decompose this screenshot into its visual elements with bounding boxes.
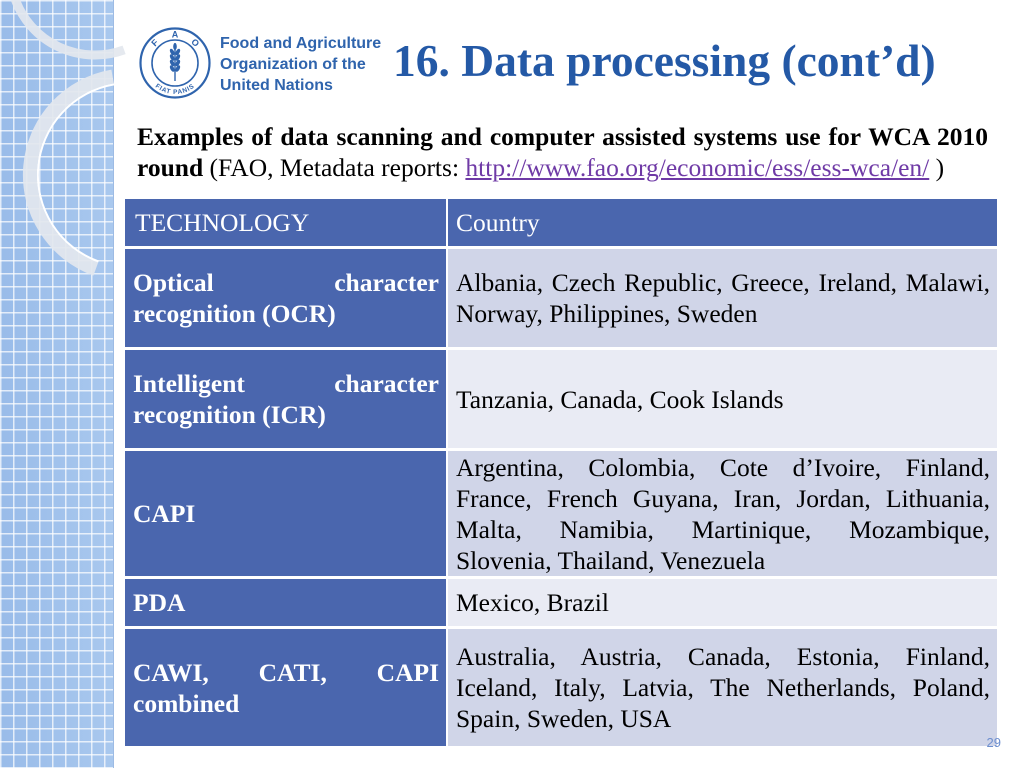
header-label: Country — [456, 208, 540, 237]
technology-country-table — [125, 199, 997, 746]
emblem-letter-f: F — [149, 37, 161, 49]
intro-paragraph — [137, 121, 988, 183]
technology-label: Optical character recognition (OCR) — [133, 268, 439, 328]
intro-heading-text: Examples of data scanning and computer assisted systems use for WCA 2010 round — [137, 122, 988, 182]
technology-label: Intelligent character recognition (ICR) — [133, 369, 439, 429]
slide-title: 16. Data processing (cont’d) — [393, 35, 936, 86]
background-grid-pattern — [0, 0, 114, 768]
header-label: TECHNOLOGY — [135, 208, 310, 237]
country-list: Argentina, Colombia, Cote d’Ivoire, Finland, France, French Guyana, Iran, Jordan, Lithuania, Malta, Namibia, Martinique, Mozambique, Slovenia, Thailand, Venezuela — [456, 452, 990, 575]
table-cell-country — [448, 629, 997, 746]
wordmark-line-3: United Nations — [220, 77, 333, 94]
wordmark-line-1: Food and Agriculture — [220, 35, 382, 52]
technology-label: PDA — [133, 588, 186, 617]
table-cell-technology — [125, 350, 446, 448]
emblem-letter-o: O — [189, 36, 202, 49]
country-list: Albania, Czech Republic, Greece, Ireland, Malawi, Norway, Philippines, Sweden — [456, 268, 990, 328]
emblem-motto-path: FIAT PANIS — [153, 82, 197, 97]
wordmark-line-2: Organization of the — [220, 56, 366, 73]
emblem-letter-a: A — [171, 29, 179, 40]
source-note-close: ) — [935, 153, 945, 182]
table-cell-technology — [125, 451, 446, 576]
country-list: Australia, Austria, Canada, Estonia, Finland, Iceland, Italy, Latvia, The Netherlands, Poland, Spain, Sweden, USA — [456, 642, 990, 733]
table-cell-technology — [125, 629, 446, 746]
country-list: Mexico, Brazil — [456, 588, 609, 617]
technology-label: CAWI, CATI, CAPI combined — [133, 657, 439, 718]
technology-label: CAPI — [133, 499, 196, 528]
source-note: (FAO, Metadata reports: — [209, 153, 460, 182]
table-cell-country — [448, 451, 997, 576]
metadata-reports-link[interactable]: http://www.fao.org/economic/ess/ess-wca/en/ — [465, 153, 930, 182]
table-header-technology — [125, 199, 446, 246]
fao-wordmark — [220, 33, 381, 96]
table-cell-technology — [125, 579, 446, 626]
table-cell-country — [448, 579, 997, 626]
country-list: Tanzania, Canada, Cook Islands — [456, 384, 784, 414]
table-cell-country — [448, 350, 997, 448]
table-header-country — [448, 199, 997, 246]
page-number: 29 — [986, 735, 1001, 750]
fao-emblem-logo — [139, 27, 211, 99]
table-cell-technology — [125, 249, 446, 347]
table-cell-country — [448, 249, 997, 347]
